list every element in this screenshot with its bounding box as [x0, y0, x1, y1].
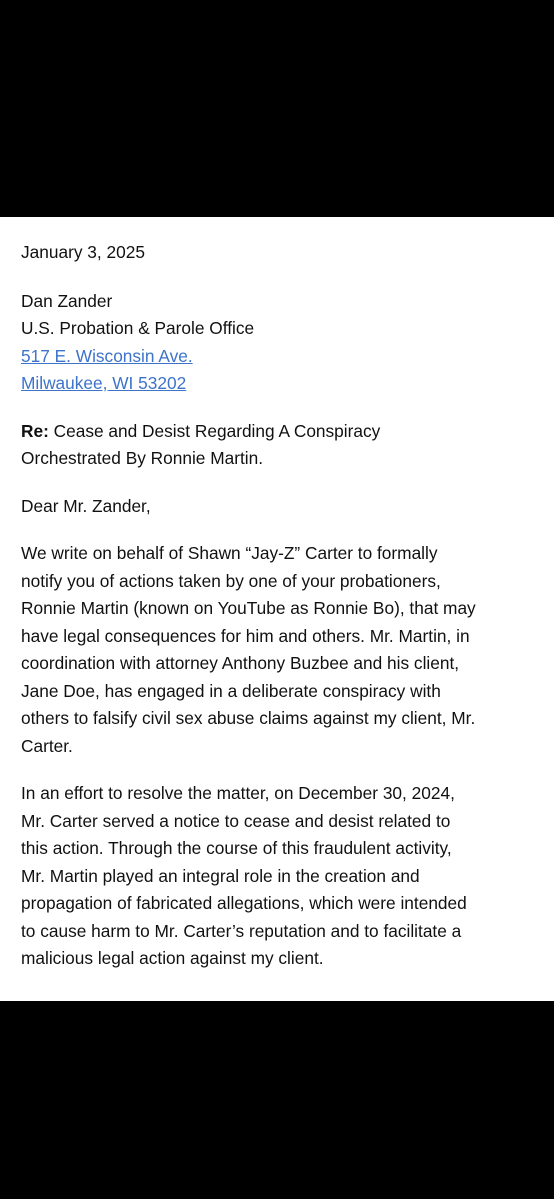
paragraph-line: this action. Through the course of this fraudulent activity, [21, 838, 452, 858]
paragraph-line: have legal consequences for him and others. Mr. Martin, in [21, 625, 470, 646]
salutation: Dear Mr. Zander, [21, 495, 151, 516]
address-city-link[interactable]: Milwaukee, WI 53202 [21, 373, 187, 393]
recipient-office: U.S. Probation & Parole Office [21, 318, 255, 338]
paragraph-line: coordination with attorney Anthony Buzbee and his client, [21, 653, 460, 673]
body-paragraph-1 [21, 540, 534, 760]
paragraph-line: propagation of fabricated allegations, which were intended [21, 893, 467, 913]
re-label: Re: [21, 420, 49, 441]
paragraph-line: Ronnie Martin (known on YouTube as Ronnie Bo), that may [21, 598, 476, 618]
paragraph-line: We write on behalf of Shawn “Jay-Z” Carter to formally [21, 543, 438, 563]
recipient-name: Dan Zander [21, 290, 113, 311]
paragraph-line: Mr. Carter served a notice to cease and desist related to [21, 810, 451, 831]
body-paragraph-2 [21, 780, 534, 973]
paragraph-line: to cause harm to Mr. Carter’s reputation and to facilitate a [21, 920, 462, 941]
letter-page [0, 217, 554, 1001]
address-street-link[interactable]: 517 E. Wisconsin Ave. [21, 345, 193, 366]
letter-date: January 3, 2025 [21, 242, 145, 262]
subject-line [21, 418, 534, 473]
paragraph-line: others to falsify civil sex abuse claims against my client, Mr. [21, 708, 476, 728]
subject-text-line: Cease and Desist Regarding A Conspiracy [53, 420, 381, 441]
paragraph-line: Mr. Martin played an integral role in the creation and [21, 865, 420, 886]
paragraph-line: notify you of actions taken by one of your probationers, [21, 570, 441, 591]
paragraph-line: malicious legal action against my client. [21, 948, 324, 968]
subject-text-line: Orchestrated By Ronnie Martin. [21, 448, 264, 468]
bottom-black-bar [0, 1001, 554, 1199]
paragraph-line: Jane Doe, has engaged in a deliberate conspiracy with [21, 680, 441, 701]
top-black-bar [0, 0, 554, 217]
paragraph-line: In an effort to resolve the matter, on December 30, 2024, [21, 783, 455, 803]
recipient-address [21, 288, 534, 398]
paragraph-line: Carter. [21, 735, 73, 756]
